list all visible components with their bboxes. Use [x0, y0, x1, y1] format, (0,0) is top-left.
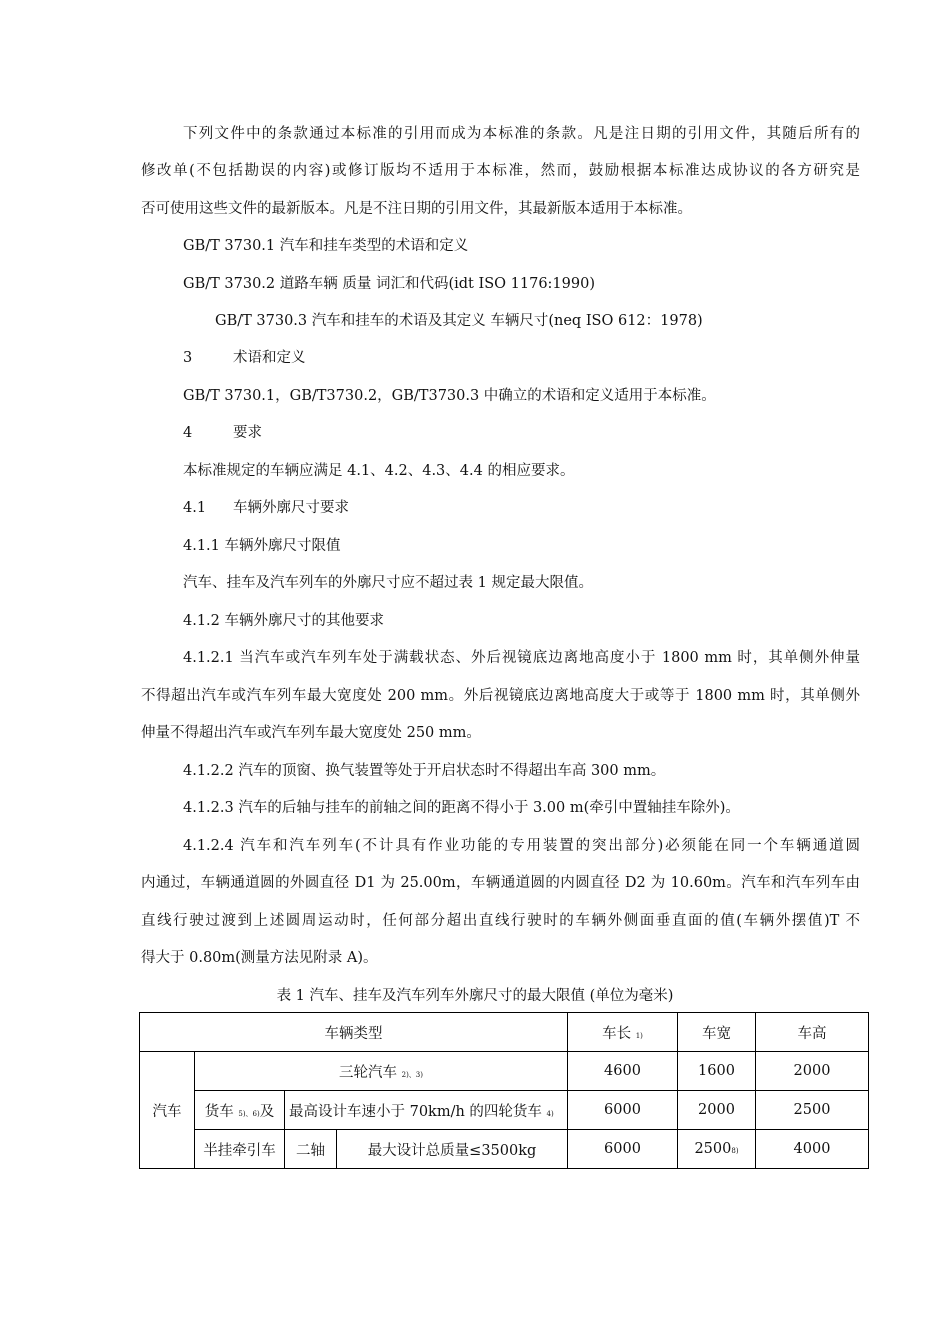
header-length: 车长 1) [568, 1013, 678, 1052]
row-label-two-axle: 二轴 [285, 1130, 337, 1169]
paragraph-references-line-2: 修改单(不包括勘误的内容)或修订版均不适用于本标准，然而，鼓励根据本标准达成协议的各方研究是 [141, 163, 860, 179]
footnote-marker: 2)、3) [401, 1070, 423, 1079]
section-4-heading [183, 423, 262, 443]
cell-height: 4000 [756, 1130, 869, 1169]
table-row [140, 1091, 869, 1130]
cell-length: 6000 [568, 1091, 678, 1130]
cell-height: 2500 [756, 1091, 869, 1130]
clause-4-1-2-4-line-3: 直线行驶过渡到上述圆周运动时，任何部分超出直线行驶时的车辆外侧面垂直面的值(车辆外摆值)T 不 [141, 913, 860, 929]
section-4-1-1-heading: 4.1.1 车辆外廓尺寸限值 [183, 538, 341, 554]
section-4-1-heading [183, 498, 349, 518]
section-number: 4.1 [183, 500, 207, 516]
clause-4-1-2-3: 4.1.2.3 汽车的后轴与挂车的前轴之间的距离不得小于 3.00 m(牵引中置轴挂车除外)。 [183, 800, 740, 816]
row-label-four-wheel-truck: 最高设计车速小于 70km/h 的四轮货车 4) [285, 1091, 568, 1130]
cell-height: 2000 [756, 1052, 869, 1091]
section-4-body: 本标准规定的车辆应满足 4.1、4.2、4.3、4.4 的相应要求。 [183, 463, 575, 479]
clause-4-1-2-1-line-1: 4.1.2.1 当汽车或汽车列车处于满载状态、外后视镜底边离地高度小于 1800 mm 时，其单侧外伸量 [183, 650, 860, 666]
footnote-marker: 1) [635, 1031, 643, 1040]
row-label-truck-line-1: 货车 5)、6)及 [195, 1091, 285, 1130]
footnote-marker: 5)、6) [238, 1109, 260, 1118]
table-row [140, 1130, 869, 1169]
cell-width: 2000 [678, 1091, 756, 1130]
row-label-max-mass: 最大设计总质量≤3500kg [337, 1130, 568, 1169]
cell-length: 6000 [568, 1130, 678, 1169]
header-height: 车高 [756, 1013, 869, 1052]
section-title: 车辆外廓尺寸要求 [233, 500, 349, 516]
row-label-truck-line-2: 半挂牵引车 [195, 1130, 285, 1169]
clause-4-1-2-4-line-1: 4.1.2.4 汽车和汽车列车(不计具有作业功能的专用装置的突出部分)必须能在同一个车辆通道圆 [183, 838, 860, 854]
header-width: 车宽 [678, 1013, 756, 1052]
table-caption: 表 1 汽车、挂车及汽车列车外廓尺寸的最大限值 (单位为毫米) [276, 988, 674, 1004]
section-number: 4 [183, 425, 193, 441]
clause-4-1-2-1-line-3: 伸量不得超出汽车或汽车列车最大宽度处 250 mm。 [141, 725, 481, 741]
cell-length: 4600 [568, 1052, 678, 1091]
table-row [140, 1052, 869, 1091]
clause-4-1-2-1-line-2: 不得超出汽车或汽车列车最大宽度处 200 mm。外后视镜底边离地高度大于或等于 1800 mm 时，其单侧外 [141, 688, 860, 704]
clause-4-1-2-2: 4.1.2.2 汽车的顶窗、换气装置等处于开启状态时不得超出车高 300 mm。 [183, 763, 666, 779]
section-4-1-1-body: 汽车、挂车及汽车列车的外廓尺寸应不超过表 1 规定最大限值。 [183, 575, 593, 591]
cell-width: 1600 [678, 1052, 756, 1091]
row-label-three-wheeler: 三轮汽车 2)、3) [195, 1052, 568, 1091]
reference-gbt-3730-1: GB/T 3730.1 汽车和挂车类型的术语和定义 [183, 238, 469, 254]
section-3-heading [183, 348, 306, 368]
table-header-row [140, 1013, 869, 1052]
paragraph-references-line-3: 否可使用这些文件的最新版本。凡是不注日期的引用文件，其最新版本适用于本标准。 [141, 201, 692, 217]
clause-4-1-2-4-line-4: 得大于 0.80m(测量方法见附录 A)。 [141, 950, 378, 966]
header-vehicle-type: 车辆类型 [140, 1013, 568, 1052]
paragraph-references-line-1: 下列文件中的条款通过本标准的引用而成为本标准的条款。凡是注日期的引用文件，其随后所有的 [183, 126, 860, 142]
section-3-body: GB/T 3730.1，GB/T3730.2，GB/T3730.3 中确立的术语和定义适用于本标准。 [183, 388, 716, 404]
reference-gbt-3730-3: GB/T 3730.3 汽车和挂车的术语及其定义 车辆尺寸(neq ISO 612：1978) [215, 313, 703, 329]
section-4-1-2-heading: 4.1.2 车辆外廓尺寸的其他要求 [183, 613, 385, 629]
cell-width: 25008) [678, 1130, 756, 1169]
section-number: 3 [183, 350, 193, 366]
section-title: 要求 [233, 425, 262, 441]
section-title: 术语和定义 [233, 350, 306, 366]
clause-4-1-2-4-line-2: 内通过，车辆通道圆的外圆直径 D1 为 25.00m，车辆通道圆的内圆直径 D2 为 10.60m。汽车和汽车列车由 [141, 875, 860, 891]
vehicle-dimension-limits-table [139, 1012, 869, 1169]
group-label-car: 汽车 [140, 1052, 195, 1169]
footnote-marker: 8) [731, 1147, 739, 1155]
reference-gbt-3730-2: GB/T 3730.2 道路车辆 质量 词汇和代码(idt ISO 1176:1990) [183, 276, 595, 292]
footnote-marker: 4) [546, 1109, 554, 1118]
